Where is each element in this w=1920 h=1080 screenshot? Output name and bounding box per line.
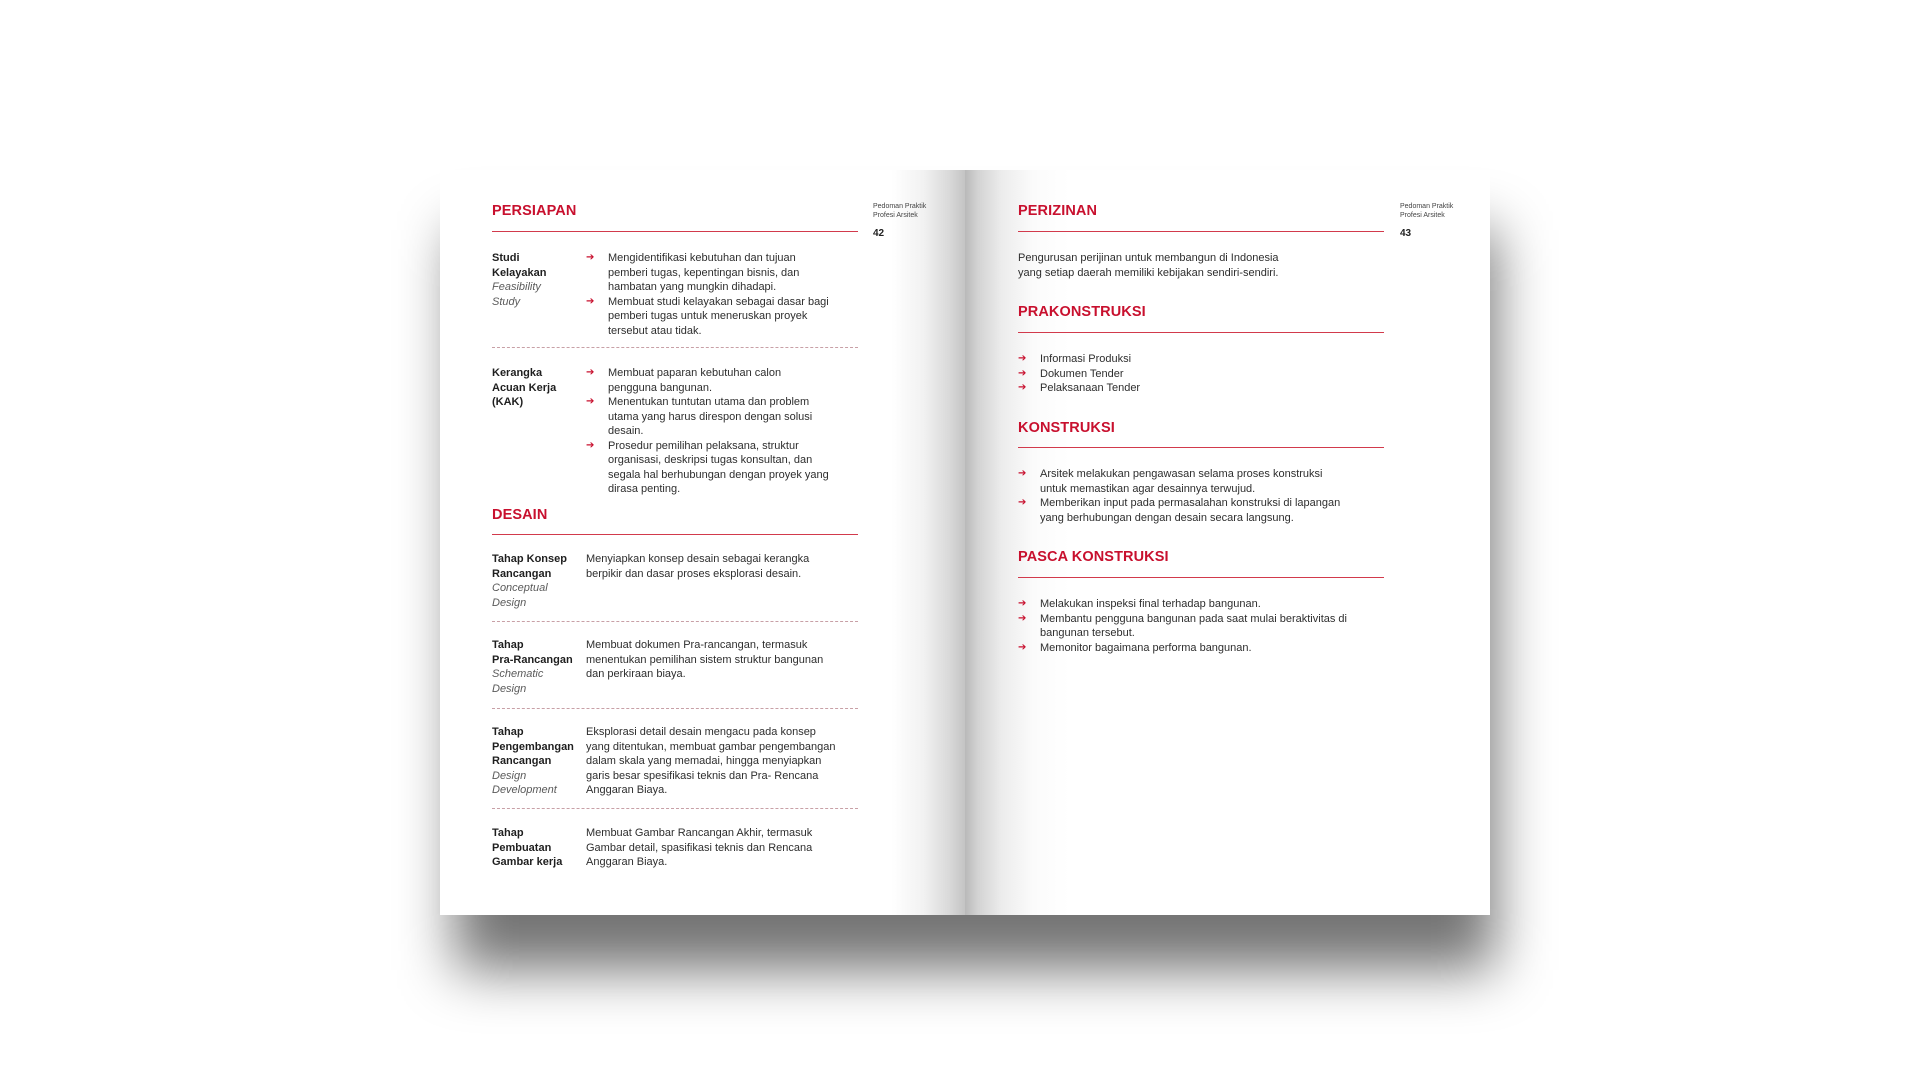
row-divider (492, 347, 858, 348)
running-head-line: Pedoman Praktik (873, 203, 927, 210)
line: dirasa penting. (608, 483, 681, 495)
label-bold: Acuan Kerja (492, 381, 557, 394)
row-divider (492, 808, 858, 809)
line: Anggaran Biaya. (586, 784, 668, 796)
row-label-studi-kelayakan (492, 251, 587, 309)
line: pemberi tugas, kepentingan bisnis, dan (608, 266, 800, 279)
line: tersebut atau tidak. (608, 324, 702, 337)
line: Menentukan tuntutan utama dan problem (608, 396, 810, 408)
arrow-right-icon: ➔ (1018, 468, 1027, 479)
open-book (440, 170, 1490, 915)
label-bold: Tahap (492, 639, 524, 651)
section-title-konstruksi: KONSTRUKSI (1018, 420, 1115, 436)
line: Prosedur pemilihan pelaksana, struktur (608, 439, 799, 452)
line: Membuat Gambar Rancangan Akhir, termasuk (586, 827, 813, 839)
arrow-right-icon: ➔ (1018, 367, 1027, 379)
bullet-list (1018, 597, 1398, 655)
section-rule (1018, 577, 1384, 578)
label-bold: Pembuatan (492, 841, 552, 854)
line: Membuat studi kelayakan sebagai dasar bagi (608, 295, 829, 308)
list-item (1018, 467, 1398, 496)
label-italic: Design (492, 769, 527, 782)
list-item (1018, 352, 1388, 367)
running-head-right (1400, 203, 1453, 220)
arrow-right-icon: ➔ (1018, 641, 1027, 653)
label-bold: Studi (492, 252, 520, 264)
arrow-right-icon: ➔ (586, 439, 595, 451)
arrow-right-icon: ➔ (1018, 612, 1027, 624)
line: Arsitek melakukan pengawasan selama proses konstruksi (1040, 468, 1323, 480)
row-text (586, 552, 858, 581)
row-divider (492, 708, 858, 709)
line: dalam skala yang memadai, hingga menyiapkan (586, 755, 822, 767)
section-rule (1018, 447, 1384, 448)
label-bold: Kerangka (492, 367, 543, 379)
perizinan-text (1018, 251, 1388, 280)
label-italic: Development (492, 784, 557, 796)
list-item (1018, 367, 1388, 382)
row-label-kak (492, 366, 587, 410)
line: dan perkiraan biaya. (586, 668, 686, 680)
running-head-line: Profesi Arsitek (1400, 211, 1445, 219)
list-item (586, 251, 856, 295)
list-item (1018, 381, 1388, 396)
line: menentukan pemilihan sistem struktur bangunan (586, 653, 824, 666)
arrow-right-icon: ➔ (586, 295, 595, 307)
right-page (965, 170, 1490, 915)
line: berpikir dan dasar proses eksplorasi desain. (586, 567, 802, 580)
list-item (586, 439, 856, 497)
label-italic: Feasibility (492, 281, 541, 293)
line: segala hal berhubungan dengan proyek yang (608, 468, 829, 481)
row-divider (492, 621, 858, 622)
label-bold: Pra-Rancangan (492, 653, 573, 666)
page-number-right: 43 (1400, 228, 1412, 239)
line: Memonitor bagaimana performa bangunan. (1040, 641, 1252, 654)
list-item (586, 395, 856, 439)
line: pengguna bangunan. (608, 381, 712, 394)
bullet-list (1018, 352, 1388, 396)
page-number-left: 42 (873, 228, 885, 239)
row-text (586, 638, 858, 682)
line: yang berhubungan dengan desain secara langsung. (1040, 511, 1294, 524)
arrow-right-icon: ➔ (586, 367, 595, 378)
section-rule (492, 534, 858, 535)
label-bold: Kelayakan (492, 266, 547, 279)
line: yang setiap daerah memiliki kebijakan sendiri-sendiri. (1018, 266, 1279, 279)
arrow-right-icon: ➔ (586, 252, 595, 263)
list-item (1018, 612, 1398, 641)
section-rule (492, 231, 858, 232)
label-bold: Pengembangan (492, 740, 574, 753)
label-italic: Schematic (492, 668, 544, 680)
section-title-persiapan: PERSIAPAN (492, 203, 577, 219)
section-title-desain: DESAIN (492, 507, 548, 523)
row-text (586, 725, 858, 798)
line: Menyiapkan konsep desain sebagai kerangka (586, 553, 810, 565)
line: Memberikan input pada permasalahan konstruksi di lapangan (1040, 497, 1341, 509)
line: Melakukan inspeksi final terhadap bangunan. (1040, 598, 1261, 610)
label-bold: Rancangan (492, 567, 552, 580)
line: yang ditentukan, membuat gambar pengembangan (586, 740, 836, 753)
arrow-right-icon: ➔ (1018, 497, 1027, 508)
list-item (1018, 597, 1398, 612)
line: Pengurusan perijinan untuk membangun di Indonesia (1018, 252, 1279, 264)
running-head-left (873, 203, 926, 220)
running-head-line: Profesi Arsitek (873, 211, 918, 219)
label-bold: (KAK) (492, 396, 524, 408)
arrow-right-icon: ➔ (1018, 353, 1027, 364)
line: Membuat dokumen Pra-rancangan, termasuk (586, 639, 808, 651)
line: Dokumen Tender (1040, 367, 1124, 380)
label-bold: Tahap Konsep (492, 553, 567, 565)
section-title-perizinan: PERIZINAN (1018, 203, 1098, 219)
line: hambatan yang mungkin dihadapi. (608, 281, 777, 293)
line: Eksplorasi detail desain mengacu pada konsep (586, 726, 816, 738)
line: bangunan tersebut. (1040, 627, 1135, 639)
line: Gambar detail, spasifikasi teknis dan Rencana (586, 841, 813, 854)
list-item (586, 366, 856, 395)
list-item (1018, 496, 1398, 525)
row-label-pengembangan (492, 725, 587, 798)
list-item (1018, 641, 1398, 656)
section-title-prakonstruksi: PRAKONSTRUKSI (1018, 304, 1146, 320)
label-italic: Design (492, 596, 527, 609)
bullet-list (586, 251, 856, 338)
line: Anggaran Biaya. (586, 856, 668, 868)
line: Membuat paparan kebutuhan calon (608, 367, 782, 379)
arrow-right-icon: ➔ (586, 396, 595, 407)
row-label-konsep (492, 552, 587, 610)
arrow-right-icon: ➔ (1018, 598, 1027, 609)
label-italic: Study (492, 295, 521, 308)
row-text (586, 826, 858, 870)
section-rule (1018, 332, 1384, 333)
left-page (440, 170, 965, 915)
label-bold: Tahap (492, 726, 524, 738)
bullet-list (1018, 467, 1398, 525)
row-label-gambar-kerja (492, 826, 587, 870)
line: organisasi, deskripsi tugas konsultan, dan (608, 454, 813, 466)
running-head-line: Pedoman Praktik (1400, 203, 1454, 210)
row-label-pra-rancangan (492, 638, 587, 696)
line: Membantu pengguna bangunan pada saat mulai beraktivitas di (1040, 612, 1347, 625)
list-item (586, 295, 856, 339)
label-italic: Conceptual (492, 582, 548, 594)
line: utama yang harus direspon dengan solusi (608, 410, 813, 423)
line: untuk memastikan agar desainnya terwujud. (1040, 482, 1256, 495)
label-bold: Rancangan (492, 755, 552, 767)
line: Informasi Produksi (1040, 353, 1132, 365)
arrow-right-icon: ➔ (1018, 382, 1027, 393)
label-bold: Gambar kerja (492, 856, 563, 868)
line: pemberi tugas untuk meneruskan proyek (608, 310, 808, 322)
section-title-pasca-konstruksi: PASCA KONSTRUKSI (1018, 549, 1169, 565)
line: Mengidentifikasi kebutuhan dan tujuan (608, 252, 796, 264)
label-bold: Tahap (492, 827, 524, 839)
section-rule (1018, 231, 1384, 232)
label-italic: Design (492, 682, 527, 695)
bullet-list (586, 366, 856, 497)
line: garis besar spesifikasi teknis dan Pra- Rencana (586, 769, 819, 782)
line: Pelaksanaan Tender (1040, 382, 1141, 394)
line: desain. (608, 425, 644, 437)
